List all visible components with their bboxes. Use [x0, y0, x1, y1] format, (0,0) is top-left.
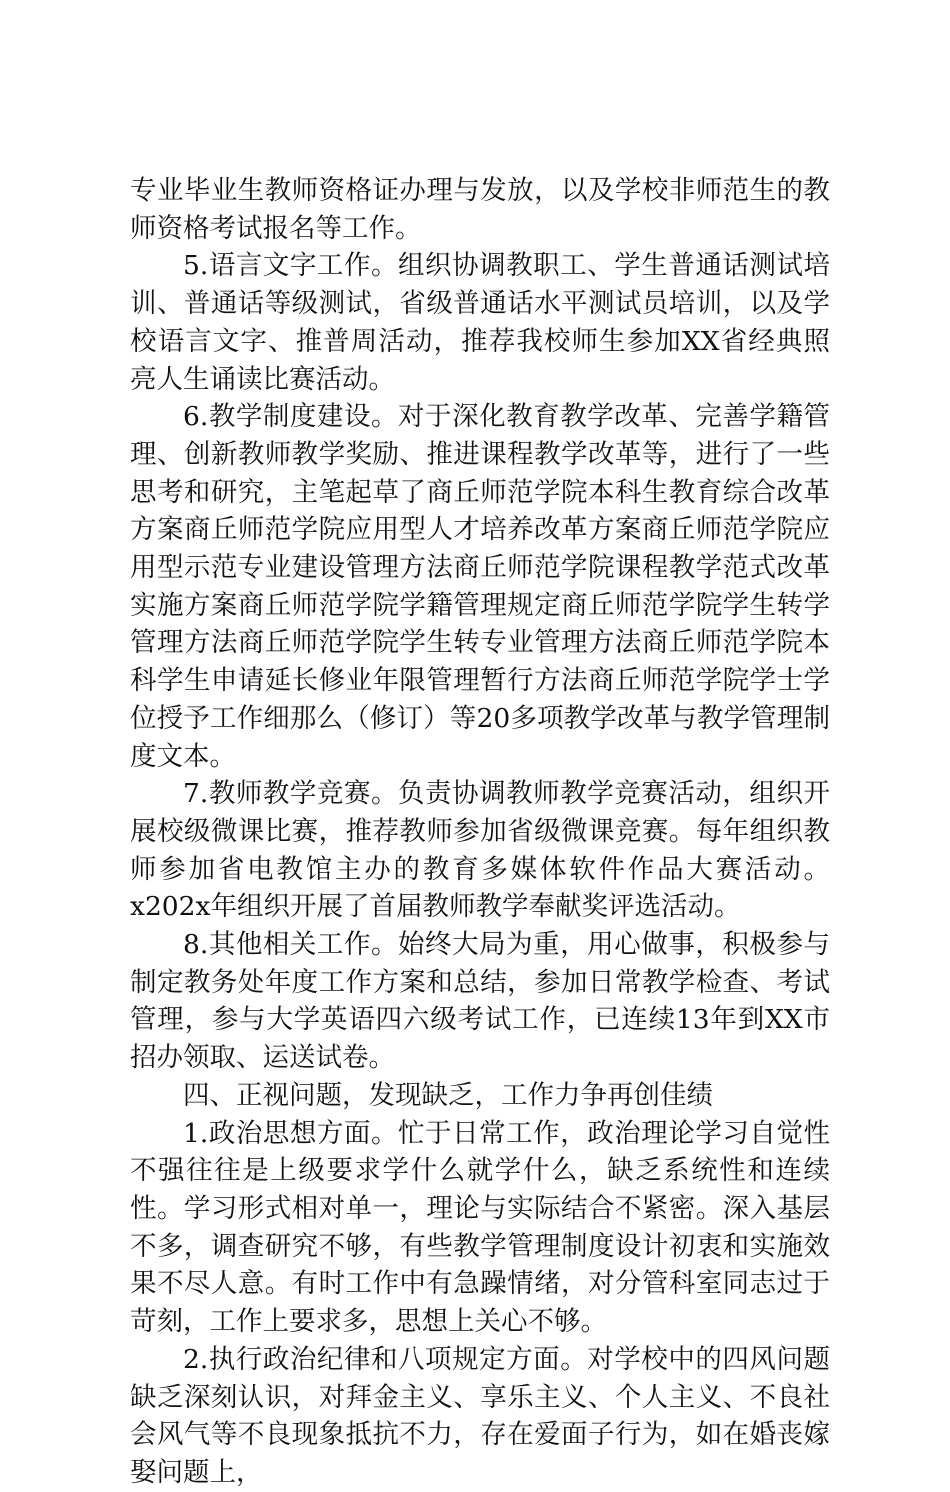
paragraph-other-work: 8.其他相关工作。始终大局为重，用心做事，积极参与制定教务处年度工作方案和总结，参加日常教学检查、考试管理，参与大学英语四六级考试工作，已连续13年到XX市招办领取、运送试卷。 — [130, 929, 830, 1074]
paragraph-political-discipline: 2.执行政治纪律和八项规定方面。对学校中的四风问题缺乏深刻认识，对拜金主义、享乐主义、个人主义、不良社会风气等不良现象抵抗不力，存在爱面子行为，如在婚丧嫁娶问题上， — [130, 1343, 830, 1488]
paragraph-political-thought: 1.政治思想方面。忙于日常工作，政治理论学习自觉性不强往往是上级要求学什么就学什么，缺乏系统性和连续性。学习形式相对单一，理论与实际结合不紧密。深入基层不多，调查研究不够，有些教学管理制度设计初衷和实施效果不尽人意。有时工作中有急躁情绪，对分管科室同志过于苛刻，工作上要求多，思想上关心不够。 — [130, 1117, 830, 1338]
section-heading-problems: 四、正视问题，发现缺乏，工作力争再创佳绩 — [183, 1079, 713, 1111]
paragraph-continuation: 专业毕业生教师资格证办理与发放，以及学校非师范生的教师资格考试报名等工作。 — [130, 175, 830, 244]
paragraph-language-work: 5.语言文字工作。组织协调教职工、学生普通话测试培训、普通话等级测试，省级普通话水平测试员培训，以及学校语言文字、推普周活动，推荐我校师生参加XX省经典照亮人生诵读比赛活动。 — [130, 250, 830, 395]
document-body — [130, 172, 830, 1492]
paragraph-teaching-system: 6.教学制度建设。对于深化教育教学改革、完善学籍管理、创新教师教学奖励、推进课程教学改革等，进行了一些思考和研究，主笔起草了商丘师范学院本科生教育综合改革方案商丘师范学院应用型人才培养改革方案商丘师范学院应用型示范专业建设管理方法商丘师范学院课程教学范式改革实施方案商丘师范学院学籍管理规定商丘师范学院学生转学管理方法商丘师范学院学生转专业管理方法商丘师范学院本科学生申请延长修业年限管理暂行方法商丘师范学院学士学位授予工作细那么（修订）等20多项教学改革与教学管理制度文本。 — [130, 401, 830, 772]
paragraph-teaching-competition: 7.教师教学竞赛。负责协调教师教学竞赛活动，组织开展校级微课比赛，推荐教师参加省级微课竞赛。每年组织教师参加省电教馆主办的教育多媒体软件作品大赛活动。x202x年组织开展了首届教师教学奉献奖评选活动。 — [130, 778, 830, 923]
